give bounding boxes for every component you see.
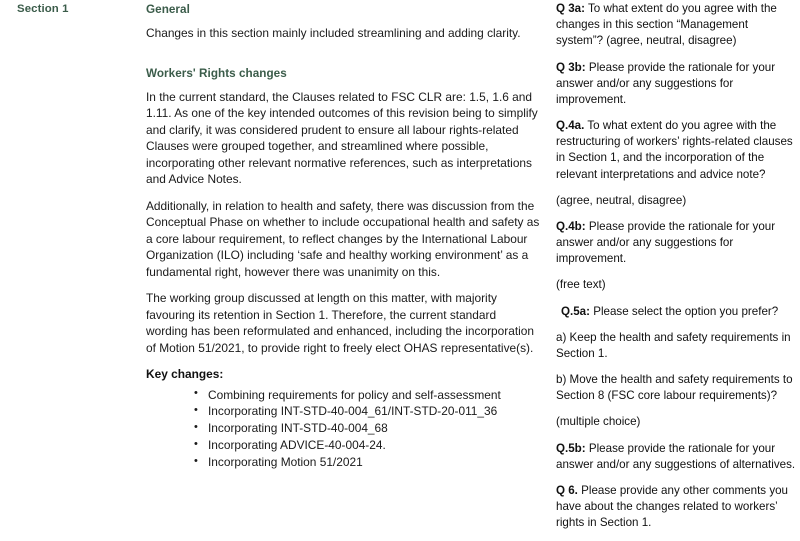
question-q4a — [556, 118, 798, 183]
question-q5b-text: Please provide the rationale for your answer and/or any suggestions of alternatives. — [556, 441, 796, 471]
question-q3a — [556, 1, 798, 50]
answer-format-agree-neutral-disagree: (agree, neutral, disagree) — [556, 193, 687, 207]
question-q3a-text: To what extent do you agree with the changes in this section “Management system”? (agree, neutral, disagree) — [556, 2, 777, 48]
question-q5a-text: Please select the option you prefer? — [590, 304, 779, 318]
question-q5a — [556, 304, 798, 320]
questions-column — [552, 0, 800, 541]
question-q4b-text: Please provide the rationale for your answer and/or any suggestions for improvement. — [556, 219, 776, 266]
paragraph-working-group: The working group discussed at length on this matter, with majority favouring its retention in Section 1. Therefore, the current standard wording has been reformulated and enhanced, including the incorporation of Motion 51/2021, to provide right to freely elect OHAS representative(s). — [146, 291, 535, 355]
section-label-column — [0, 0, 146, 18]
answer-format-multiple-choice: (multiple choice) — [556, 415, 641, 429]
question-q4b-label: Q.4b: — [556, 219, 586, 233]
question-q4b — [556, 219, 798, 268]
paragraph-intro: Changes in this section mainly included streamlining and adding clarity. — [146, 26, 521, 41]
answer-format-free-text: (free text) — [556, 278, 606, 292]
question-q3b — [556, 60, 798, 109]
heading-general: General — [146, 3, 190, 16]
question-q6-text: Please provide any other comments you have about the changes related to workers’ rights in Section 1. — [556, 483, 789, 530]
key-changes-label: Key changes: — [146, 367, 224, 382]
key-changes-list — [146, 387, 540, 472]
section-body-column — [146, 0, 552, 471]
question-q5b-label: Q.5b: — [556, 441, 586, 455]
section-label: Section 1 — [17, 3, 69, 15]
question-q5a-label: Q.5a: — [561, 304, 590, 318]
question-q3b-text: Please provide the rationale for your answer and/or any suggestions for improvement. — [556, 60, 776, 106]
paragraph-clauses: In the current standard, the Clauses related to FSC CLR are: 1.5, 1.6 and 1.11. As one of the key intended outcomes of this revision being to simplify and clarify, it was considered prudent to ensure all labour rights-related Clauses were grouped together, and streamlined where possible, incorporating other relevant normative references, such as interpretations and Advice Notes. — [146, 89, 538, 187]
list-item: • Incorporating ADVICE-40-004-24. — [194, 437, 540, 454]
list-item: • Combining requirements for policy and self-assessment — [194, 387, 540, 404]
question-q5a-option-b[interactable]: b) Move the health and safety requirements to Section 8 (FSC core labour requirements)? — [556, 373, 793, 403]
question-q5a-option-a[interactable]: a) Keep the health and safety requirements in Section 1. — [556, 330, 791, 360]
question-q6-label: Q 6. — [556, 483, 578, 497]
question-q3b-label: Q 3b: — [556, 60, 586, 74]
question-q4a-text: To what extent do you agree with the restructuring of workers’ rights-related clauses in Section 1, and the incorporation of the relevant interpretations and advice note? — [556, 119, 793, 181]
list-item: • Incorporating INT-STD-40-004_61/INT-STD-20-011_36 — [194, 403, 540, 420]
list-item: • Incorporating INT-STD-40-004_68 — [194, 420, 540, 437]
question-q4a-label: Q.4a. — [556, 119, 585, 133]
list-item: • Incorporating Motion 51/2021 — [194, 454, 540, 471]
question-q6 — [556, 483, 798, 532]
heading-workers-rights: Workers' Rights changes — [146, 66, 287, 80]
paragraph-health-safety: Additionally, in relation to health and safety, there was discussion from the Conceptual Phase on whether to include occupational health and safety as a core labour requirement, to reflect changes by the International Labour Organization (ILO) including ‘safe and healthy working environment’ as a fundamental right, however there was unanimity on this. — [146, 198, 540, 279]
question-q5b — [556, 441, 798, 473]
question-q3a-label: Q 3a: — [556, 2, 585, 15]
